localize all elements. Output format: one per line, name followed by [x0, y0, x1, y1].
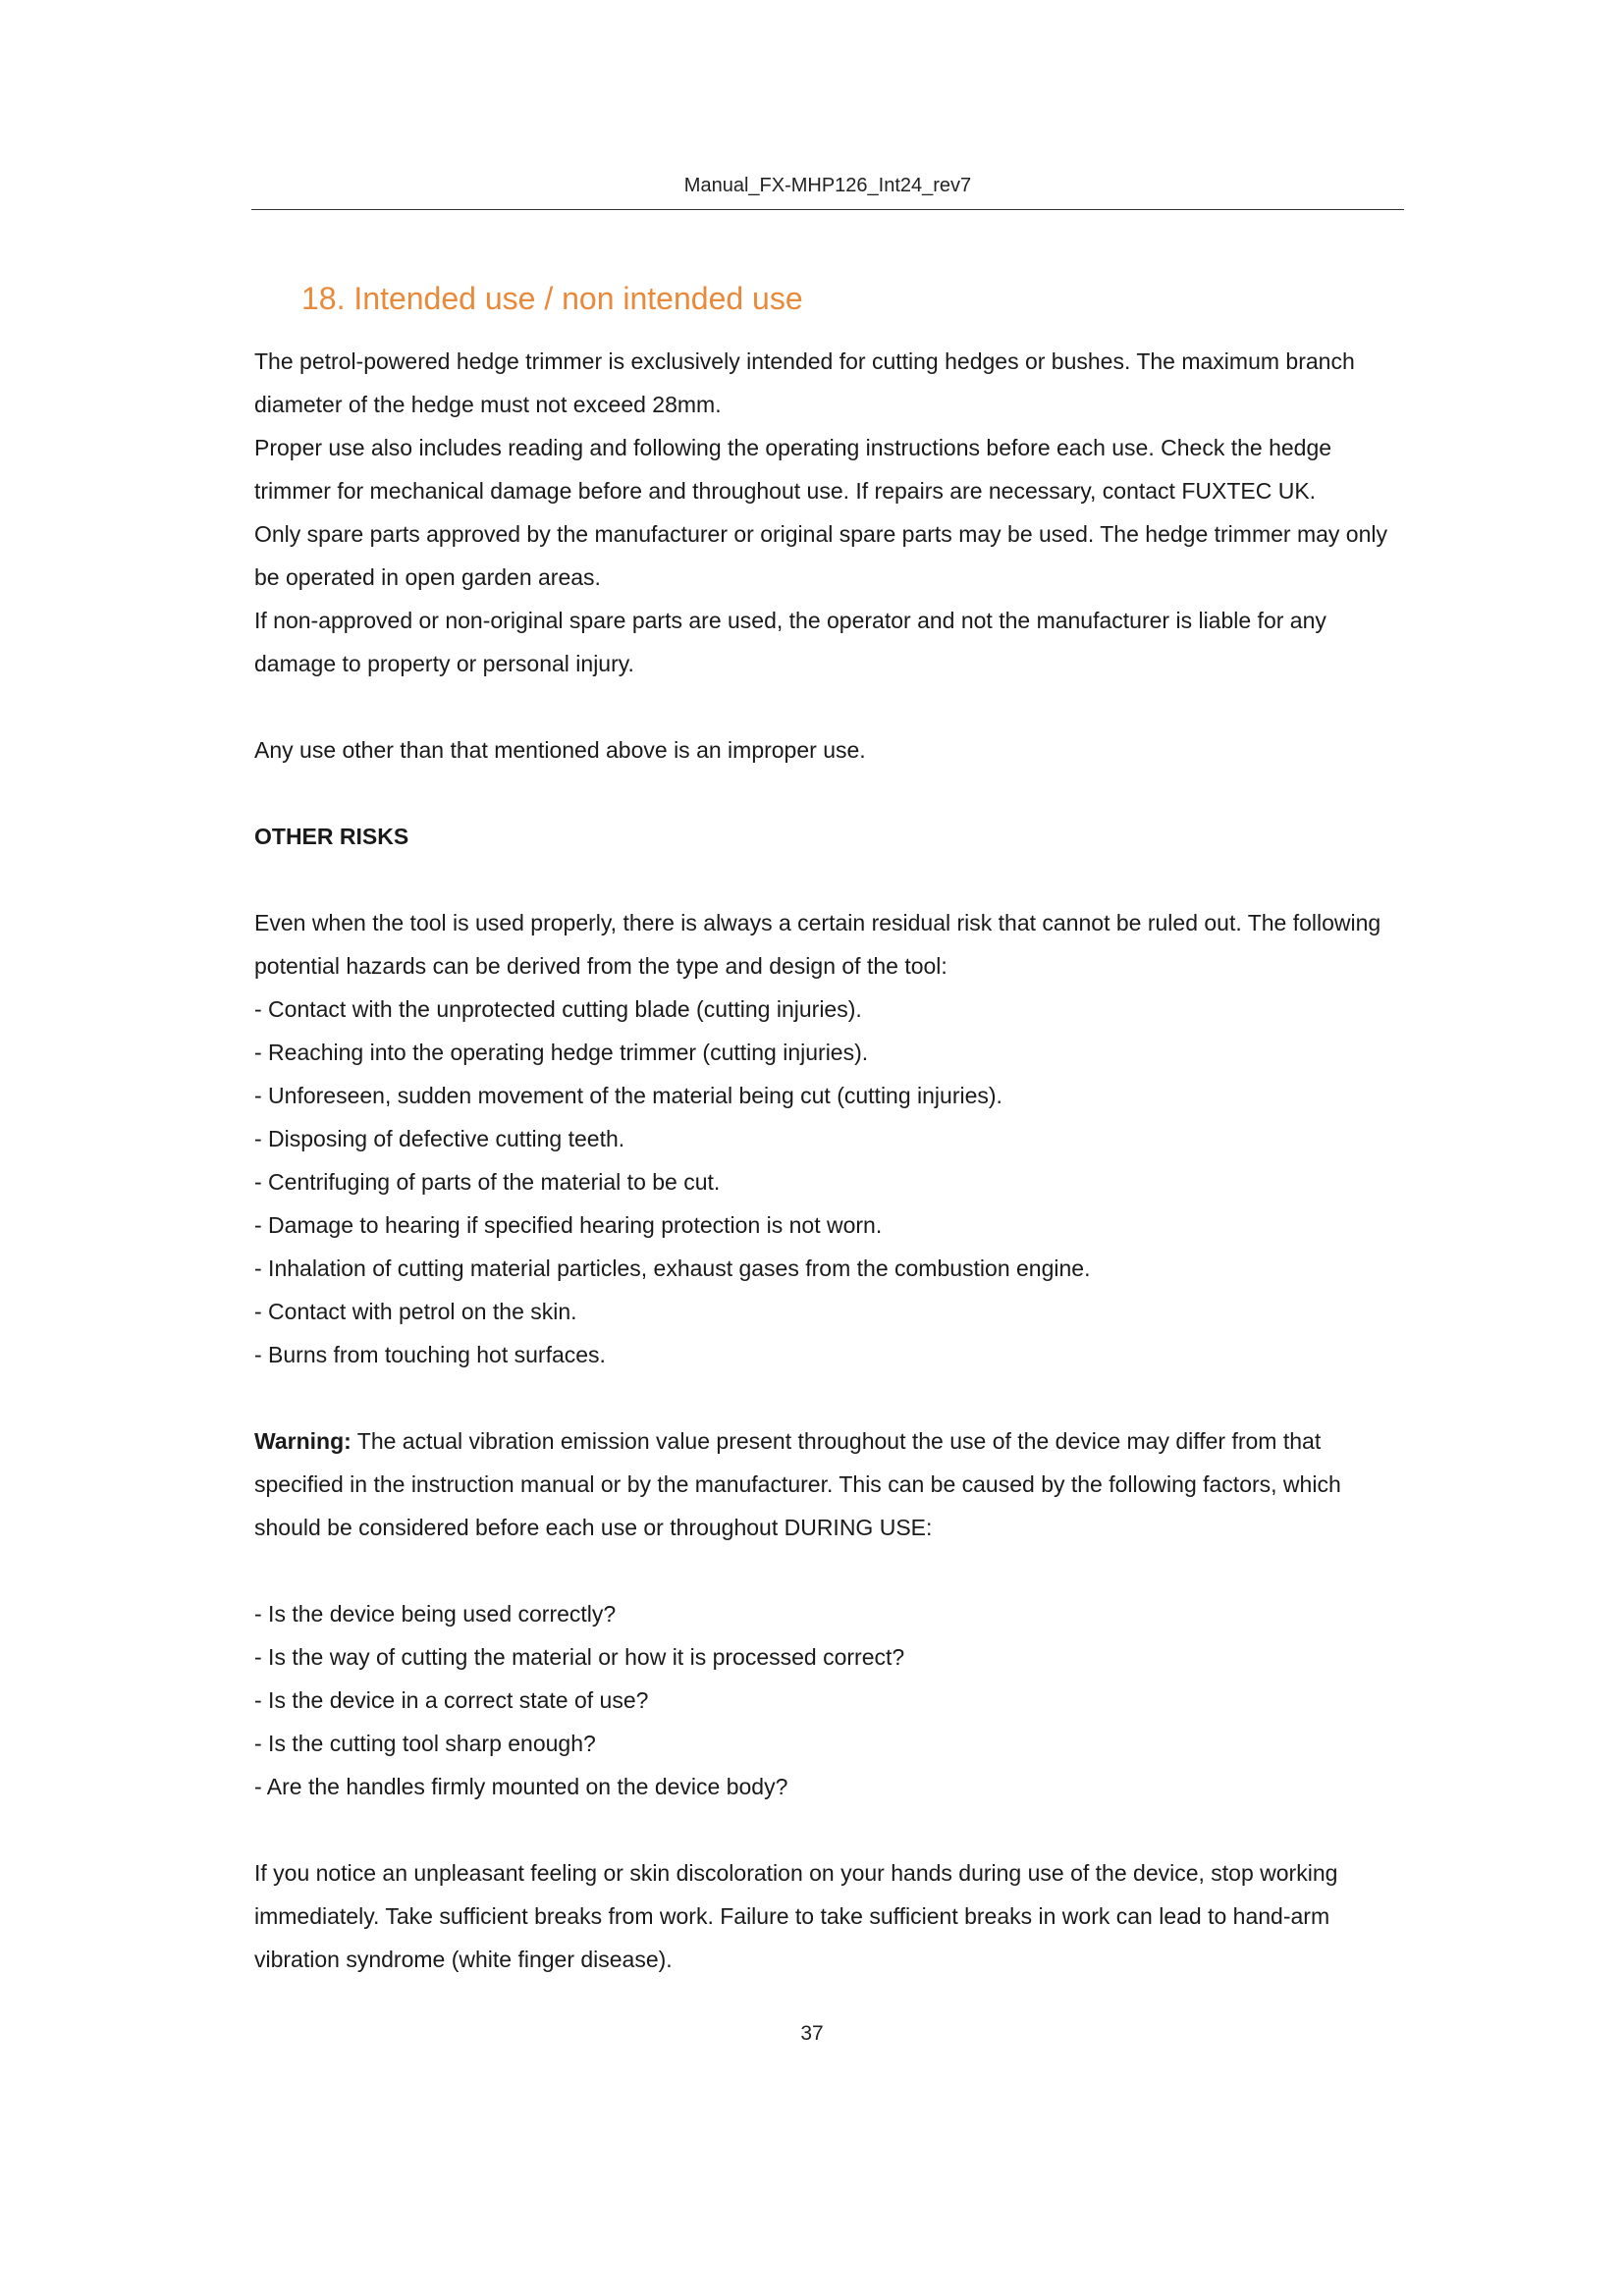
section-title: 18. Intended use / non intended use [301, 281, 803, 316]
spacer [254, 772, 1403, 815]
warning-paragraph [254, 1419, 1403, 1549]
risk-item: - Damage to hearing if specified hearing protection is not worn. [254, 1212, 883, 1238]
risk-item: - Unforeseen, sudden movement of the material being cut (cutting injuries). [254, 1083, 1002, 1108]
spacer [254, 1376, 1403, 1419]
spacer [254, 1549, 1403, 1592]
spacer [254, 858, 1403, 901]
risk-item: - Contact with petrol on the skin. [254, 1299, 577, 1324]
vibration-question: - Is the device in a correct state of use? [254, 1687, 649, 1713]
paragraph-proper-use: Proper use also includes reading and following the operating instructions before each use. Check the hedge trimmer for mechanical damage before and throughout use. If repairs are necessary, contact FUXTEC UK. [254, 435, 1332, 504]
risk-item: - Centrifuging of parts of the material to be cut. [254, 1169, 721, 1195]
risk-item: - Contact with the unprotected cutting blade (cutting injuries). [254, 996, 862, 1022]
risk-item: - Burns from touching hot surfaces. [254, 1342, 606, 1367]
paragraph-improper-use: Any use other than that mentioned above is an improper use. [254, 737, 866, 763]
page-number: 37 [800, 2022, 824, 2045]
paragraph-spare-parts: Only spare parts approved by the manufacturer or original spare parts may be used. The hedge trimmer may only be operated in open garden areas. [254, 521, 1387, 590]
vibration-question: - Is the device being used correctly? [254, 1601, 617, 1627]
spacer [254, 1808, 1403, 1851]
other-risks-heading: OTHER RISKS [254, 824, 409, 849]
risk-item: - Disposing of defective cutting teeth. [254, 1126, 625, 1151]
vibration-question: - Is the way of cutting the material or how it is processed correct? [254, 1644, 905, 1670]
paragraph-liability: If non-approved or non-original spare parts are used, the operator and not the manufacturer is liable for any damage to property or personal injury. [254, 608, 1326, 676]
warning-label: Warning: [254, 1428, 352, 1454]
other-risks-intro: Even when the tool is used properly, there is always a certain residual risk that cannot be ruled out. The following potential hazards can be derived from the type and design of the tool: [254, 910, 1381, 979]
vibration-question: - Is the cutting tool sharp enough? [254, 1731, 596, 1756]
closing-paragraph: If you notice an unpleasant feeling or skin discoloration on your hands during use of the device, stop working immediately. Take sufficient breaks from work. Failure to take sufficient breaks in work can lead to hand-arm vibration syndrome (white finger disease). [254, 1860, 1338, 1972]
page-content [254, 277, 1403, 1981]
spacer [254, 685, 1403, 728]
warning-text: The actual vibration emission value present throughout the use of the device may differ from that specified in the instruction manual or by the manufacturer. This can be caused by the following factors, which should be considered before each use or throughout DURING USE: [254, 1428, 1341, 1540]
risk-item: - Reaching into the operating hedge trimmer (cutting injuries). [254, 1040, 869, 1065]
paragraph-intended-use: The petrol-powered hedge trimmer is exclusively intended for cutting hedges or bushes. The maximum branch diameter of the hedge must not exceed 28mm. [254, 348, 1355, 417]
header-divider [251, 209, 1404, 210]
vibration-question: - Are the handles firmly mounted on the device body? [254, 1774, 788, 1799]
risk-item: - Inhalation of cutting material particles, exhaust gases from the combustion engine. [254, 1255, 1091, 1281]
running-header: Manual_FX-MHP126_Int24_rev7 [683, 175, 972, 196]
